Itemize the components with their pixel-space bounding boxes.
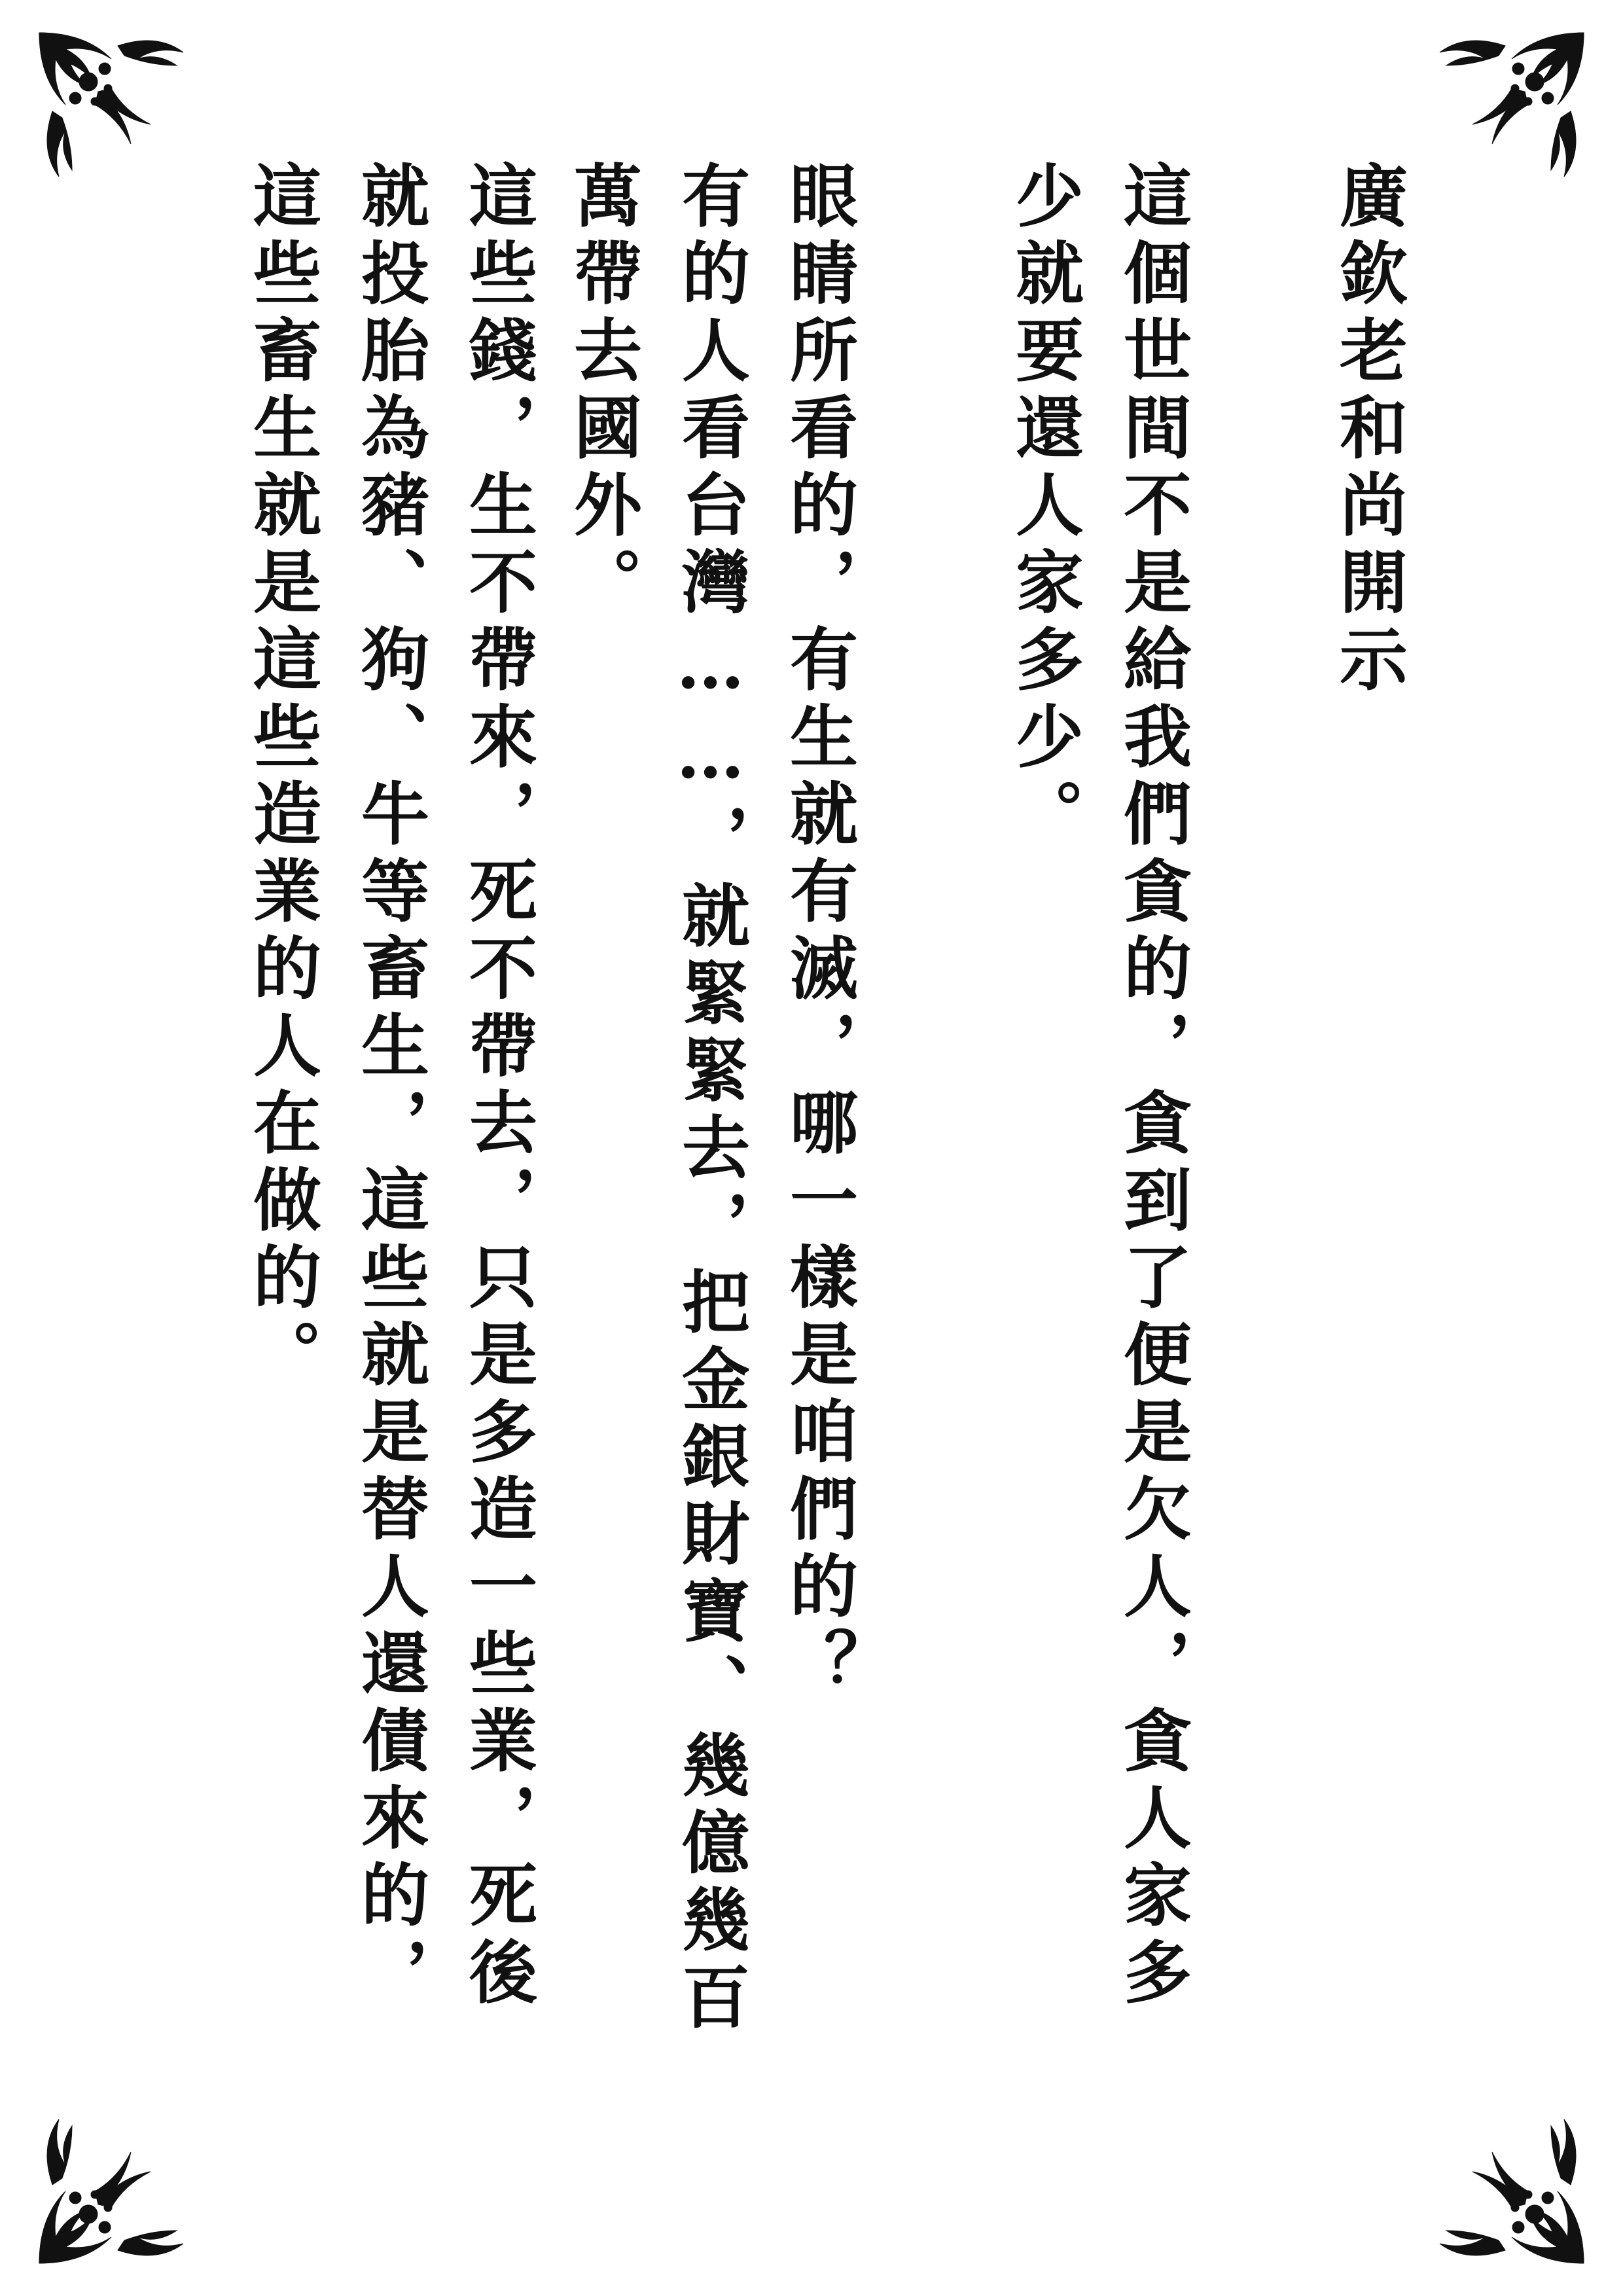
text-column: 這個世間不是給我們貪的，貪到了便是欠人，貪人家多 xyxy=(1112,160,1192,2014)
floral-corner-ornament-icon xyxy=(1427,20,1597,190)
floral-corner-ornament-icon xyxy=(26,2106,196,2276)
floral-corner-ornament-icon xyxy=(26,20,196,190)
text-column: 少就要還人家多少。 xyxy=(1004,160,1084,855)
text-column: 這些錢，生不帶來，死不帶去，只是多造一些業，死後 xyxy=(457,160,538,2014)
text-column: 萬帶去國外。 xyxy=(562,160,643,624)
text-column: 有的人看台灣……，就緊緊去，把金銀財寶、幾億幾百 xyxy=(670,160,751,2039)
floral-corner-ornament-icon xyxy=(1427,2106,1597,2276)
text-column: 這些畜生就是這些造業的人在做的。 xyxy=(241,160,322,1396)
text-column: 眼睛所看的，有生就有滅，哪一樣是咱們的？ xyxy=(778,160,859,1705)
page-title: 廣欽老和尚開示 xyxy=(1328,160,1408,701)
text-column: 就投胎為豬、狗、牛等畜生，這些就是替人還債來的， xyxy=(349,160,430,2014)
